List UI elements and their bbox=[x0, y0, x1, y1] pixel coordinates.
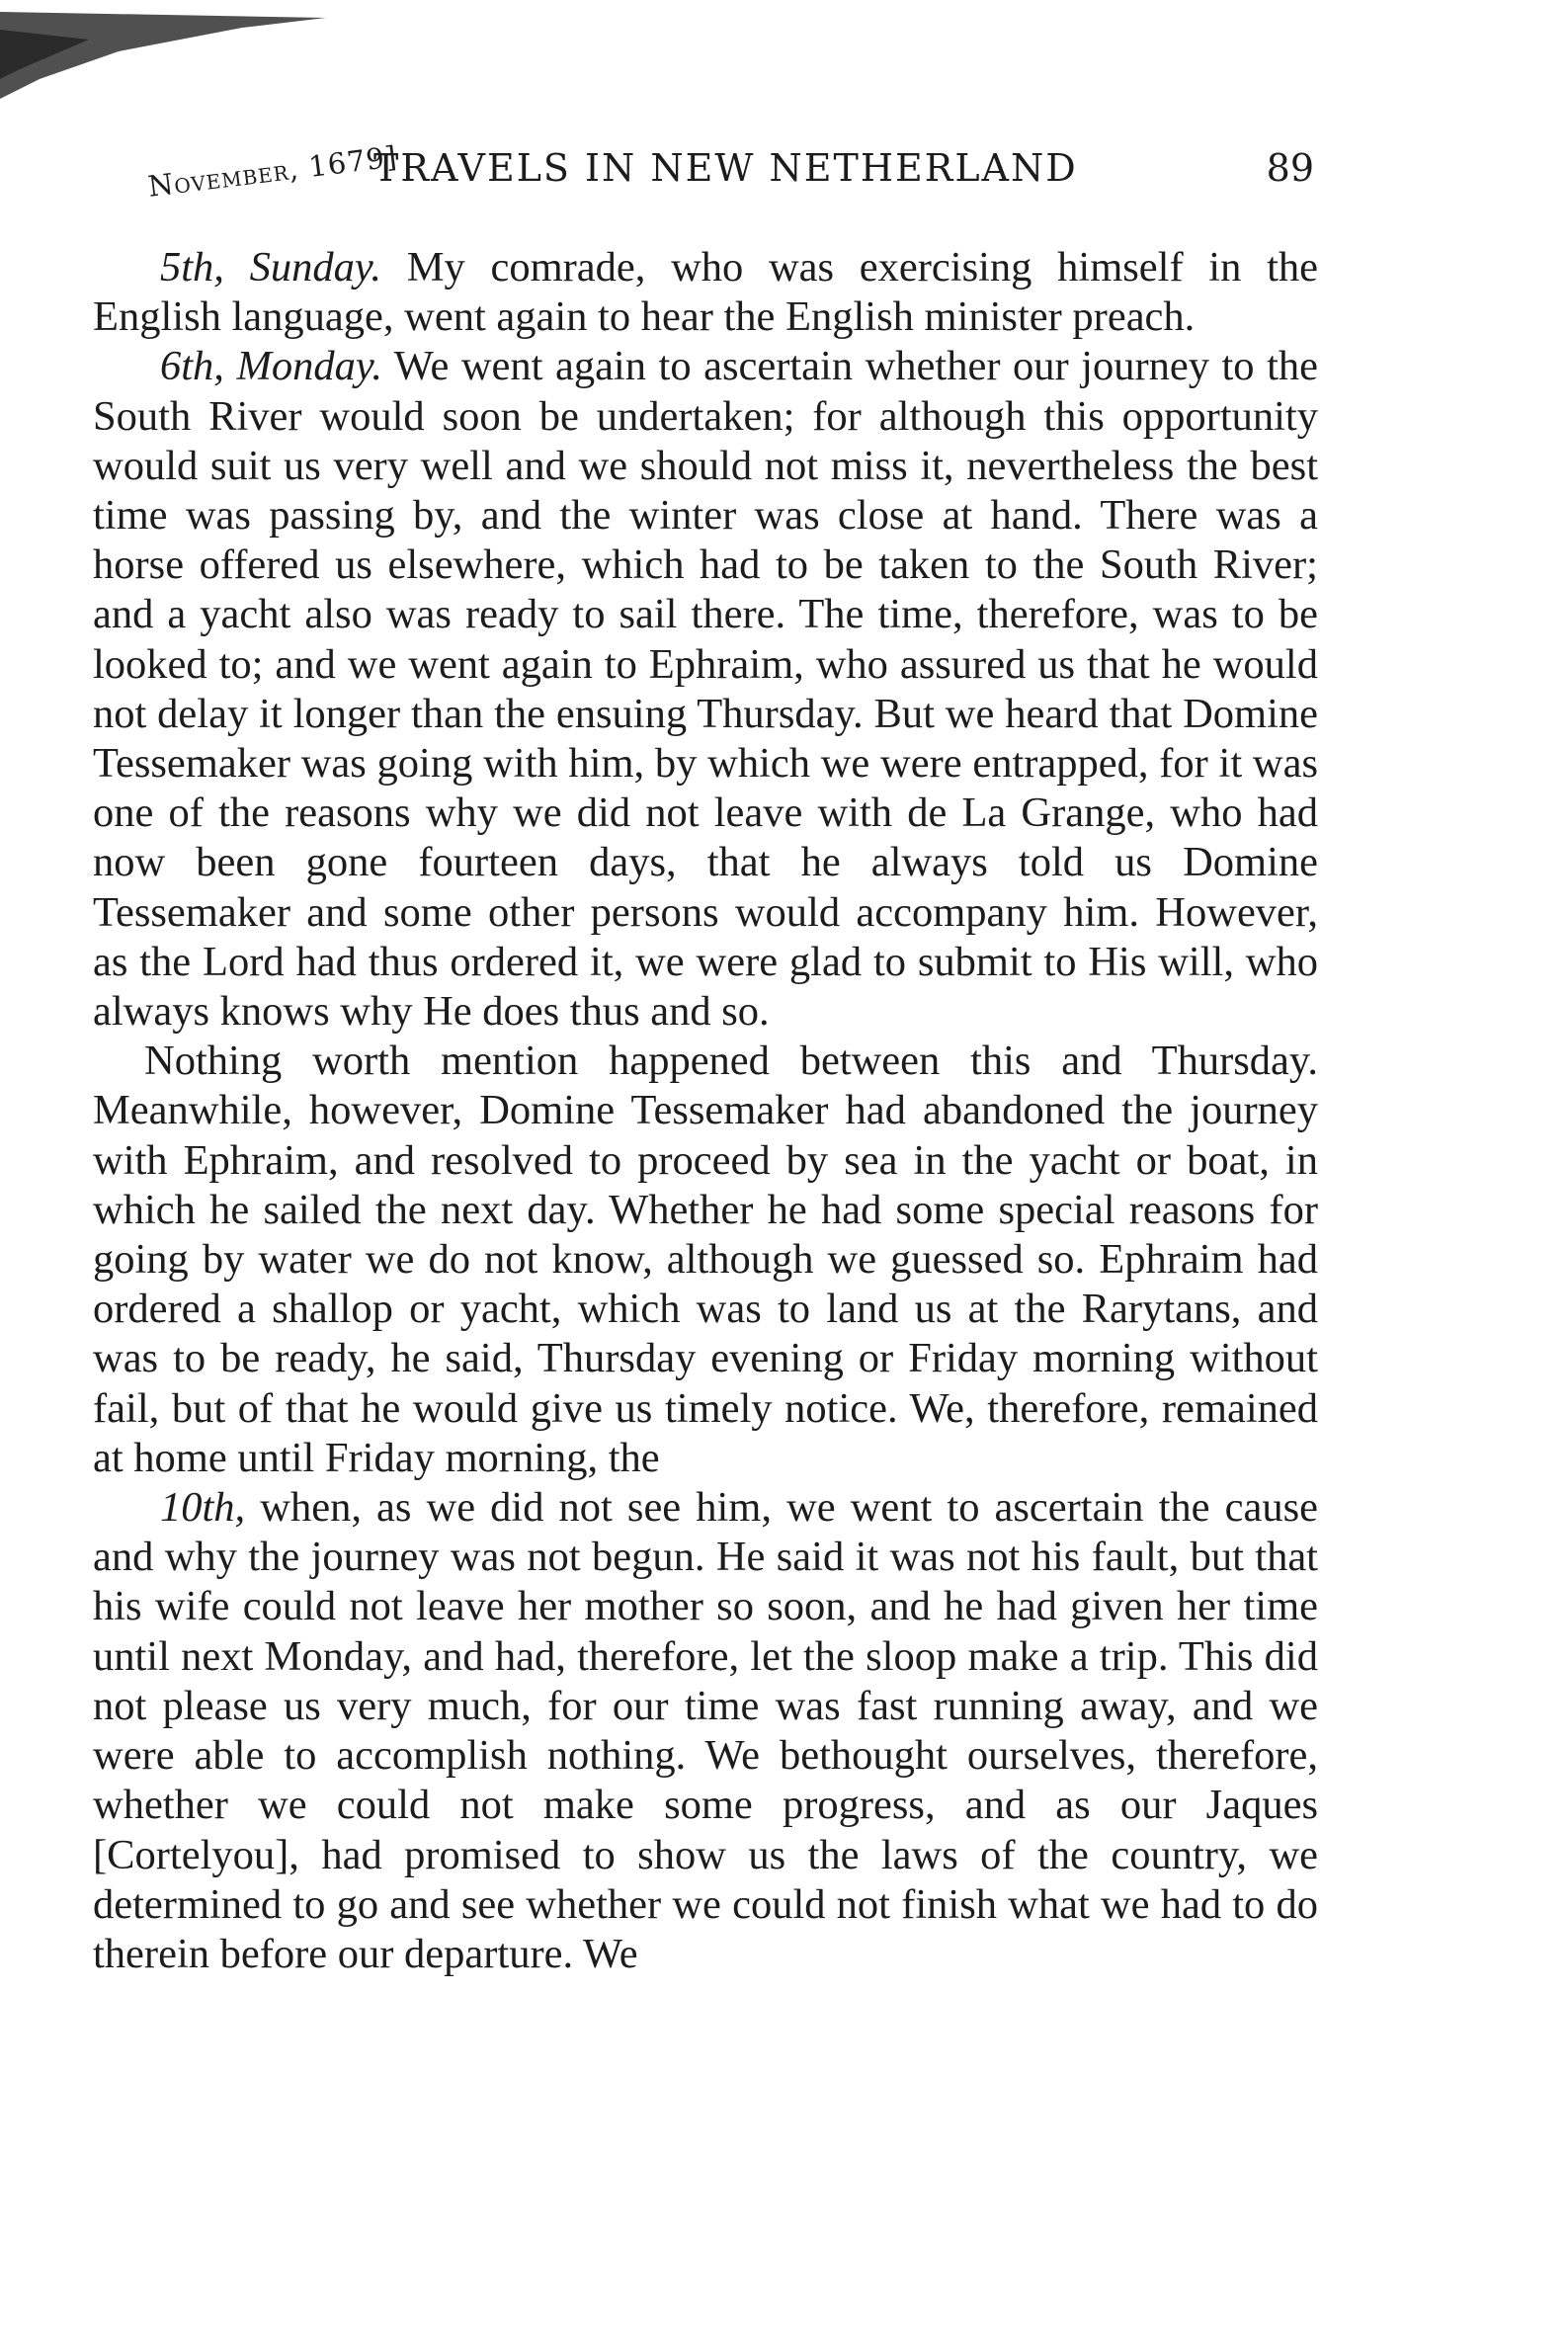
diary-entry-10th bbox=[93, 1483, 1318, 1979]
paragraph-thursday bbox=[93, 1037, 1318, 1483]
entry-date: 10th, bbox=[160, 1484, 246, 1532]
scan-edge-mark bbox=[0, 0, 326, 109]
running-title: TRAVELS IN NEW NETHERLAND bbox=[373, 146, 1078, 190]
entry-text: when, as we did not see him, we went to ascertain the cause and why the journey was not begun. He said it was not his fault, but that his wife could not leave her mother so soon, and he had given her time until next Monday, and had, therefore, let the sloop make a trip. This did not please us very much, for our time was fast running away, and we were able to accomplish nothing. We bethought ourselves, therefore, whether we could not make some progress, and as our Jaques [Cortelyou], had promised to show us the laws of the country, we determined to go and see whether we could not finish what we had to do therein before our departure. We bbox=[93, 1484, 1318, 1977]
entry-date: 5th, Sunday. bbox=[160, 244, 382, 291]
diary-entry-5th bbox=[93, 243, 1318, 342]
diary-entry-6th bbox=[93, 342, 1318, 1037]
date-marker: November, 1679] bbox=[145, 139, 400, 204]
paragraph-text: Nothing worth mention happened between this and Thursday. Meanwhile, however, Domine Tessemaker had abandoned the journey with Ephraim, and resolved to proceed by sea in the yacht or boat, in which he sailed the next day. Whether he had some special reasons for going by water we do not know, although we guessed so. Ephraim had ordered a shallop or yacht, which was to land us at the Rarytans, and was to be ready, he said, Thursday evening or Friday morning without fail, but of that he would give us timely notice. We, therefore, remained at home until Friday morning, the bbox=[93, 1038, 1318, 1481]
entry-text: We went again to ascertain whether our journey to the South River would soon be undertaken; for although this opportunity would suit us very well and we should not miss it, nevertheless the best time was passing by, and the winter was close at hand. There was a horse offered us elsewhere, which had to be taken to the South River; and a yacht also was ready to sail there. The time, therefore, was to be looked to; and we went again to Ephraim, who assured us that he would not delay it longer than the ensuing Thursday. But we heard that Domine Tessemaker was going with him, by which we were entrapped, for it was one of the reasons why we did not leave with de La Grange, who had now been gone fourteen days, that he always told us Domine Tessemaker and some other persons would accompany him. However, as the Lord had thus ordered it, we were glad to submit to His will, who always knows why He does thus and so. bbox=[93, 343, 1318, 1036]
body-text bbox=[93, 243, 1318, 1979]
page-number: 89 bbox=[1266, 146, 1314, 190]
entry-text: My comrade, who was exercising himself in the English language, went again to hear the English minister preach. bbox=[93, 244, 1318, 341]
entry-date: 6th, Monday. bbox=[160, 343, 382, 390]
running-head bbox=[145, 139, 1314, 206]
